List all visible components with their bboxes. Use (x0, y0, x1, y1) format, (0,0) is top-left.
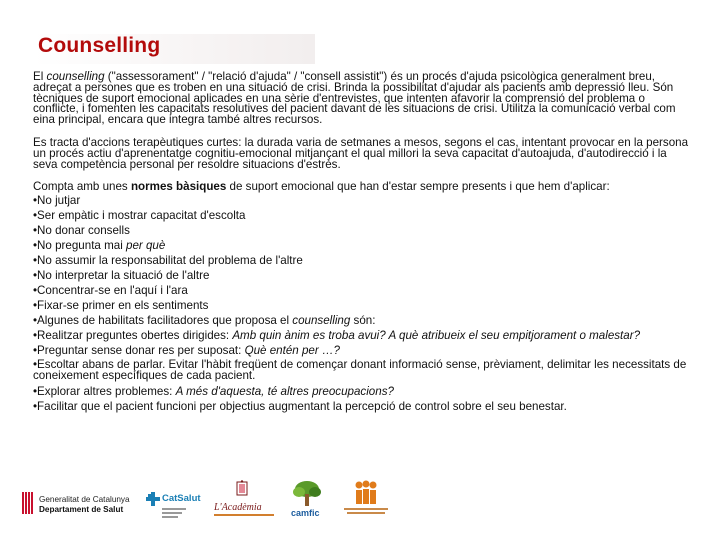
paragraph-basic-norms-intro (33, 182, 693, 193)
academia-logo (214, 478, 278, 526)
list-item: •No donar consells (33, 224, 130, 238)
gencat-department: Departament de Salut (39, 505, 124, 514)
list-item: •No assumir la responsabilitat del problema de l'altre (33, 254, 303, 268)
text-segment: •No pregunta mai (33, 239, 126, 253)
camfic-name: camfic (291, 508, 320, 518)
text-segment: de suport emocional que han d'estar sempre presents i que hem d'aplicar: (226, 180, 610, 194)
tree-icon (289, 480, 325, 508)
list-item: •No interpretar la situació de l'altre (33, 269, 210, 283)
text-segment: •Preguntar sense donar res per suposat: (33, 344, 245, 358)
paragraph-definition (33, 72, 693, 126)
figures-icon (352, 480, 380, 506)
semergen-logo (340, 478, 392, 526)
gencat-emblem-icon (22, 492, 33, 514)
list-item: •No jutjar (33, 194, 81, 208)
gencat-logo (22, 478, 132, 526)
list-item: •Fixar-se primer en els sentiments (33, 299, 209, 313)
text-segment: Compta amb unes (33, 180, 131, 194)
cross-icon (146, 492, 160, 506)
text-segment: •Algunes de habilitats facilitadores que proposa el (33, 314, 293, 328)
emphasis-term: per què (126, 239, 166, 253)
list-item (33, 238, 693, 253)
list-item (33, 384, 693, 399)
list-item (33, 328, 693, 343)
text-segment: són: (350, 314, 376, 328)
academia-name: L'Acadèmia (214, 502, 262, 513)
footer-logos (22, 478, 402, 526)
main-content (33, 72, 693, 414)
gencat-name: Generalitat de Catalunya (39, 495, 130, 504)
list-item: •Escoltar abans de parlar. Evitar l'hàbit freqüent de començar donant informació sense, prèviament, delimitar les necessitats de coneixement específiques de cada pacient. (33, 358, 687, 383)
list-item: •Concentrar-se en l'aquí i l'ara (33, 284, 188, 298)
list-item (33, 343, 693, 358)
text-segment: •Explorar altres problemes: (33, 385, 176, 399)
camfic-logo (287, 478, 327, 526)
emphasis-question: Què entén per …? (244, 344, 340, 358)
academia-underline (214, 514, 274, 516)
list-item: •Ser empàtic i mostrar capacitat d'escolta (33, 209, 246, 223)
emphasis-question: A més d'aquesta, té altres preocupacions? (175, 385, 394, 399)
text-segment: El (33, 70, 47, 83)
emphasis-term: counselling (292, 314, 351, 328)
catsalut-fine-print (162, 508, 192, 518)
text-segment: •Realitzar preguntes obertes dirigides: (33, 329, 233, 343)
seal-icon (236, 480, 248, 496)
emphasis-question: Amb quin ànim es troba avui? A què atribueix el seu empitjorament o malestar? (232, 329, 641, 343)
page-title: Counselling (38, 34, 161, 57)
list-item (33, 313, 693, 328)
list-item: •Facilitar que el pacient funcioni per objectius augmentant la percepció de control sobre el seu benestar. (33, 400, 567, 414)
semergen-fine-print (340, 508, 392, 514)
catsalut-name: CatSalut (162, 493, 201, 504)
paragraph-therapeutic-actions: Es tracta d'accions terapèutiques curtes: la durada varia de setmanes a mesos, segons el cas, intentant provocar en la persona un procés actiu d'aprenentatge cognitiu-emocional mitjançant el qual millori la seva capacitat d'autoajuda, d'autodirecció i la seva competència personal per resoldre situacions d'estrès. (33, 135, 689, 171)
bold-term: normes bàsiques (130, 180, 227, 194)
catsalut-logo (146, 478, 210, 526)
emphasis-term: counselling (46, 70, 105, 83)
text-segment: ("assessorament" / "relació d'ajuda" / "consell assistit") és un procés d'ajuda psicològica generalment breu, adreçat a persones que es troben en una situació de crisi. Brinda la possibilitat d'ajudar als pacients amb depressió lleu. Són tècniques de suport emocional aplicades en una sèrie d'entrevistes, que intenten afavorir la comprensió del problema o conflicte, i fomenten les capacitats resolutives del pacient davant de les situacions de crisi. Utilitza la comunicació verbal com eina principal, encara que integra també altres recursos. (33, 70, 676, 127)
